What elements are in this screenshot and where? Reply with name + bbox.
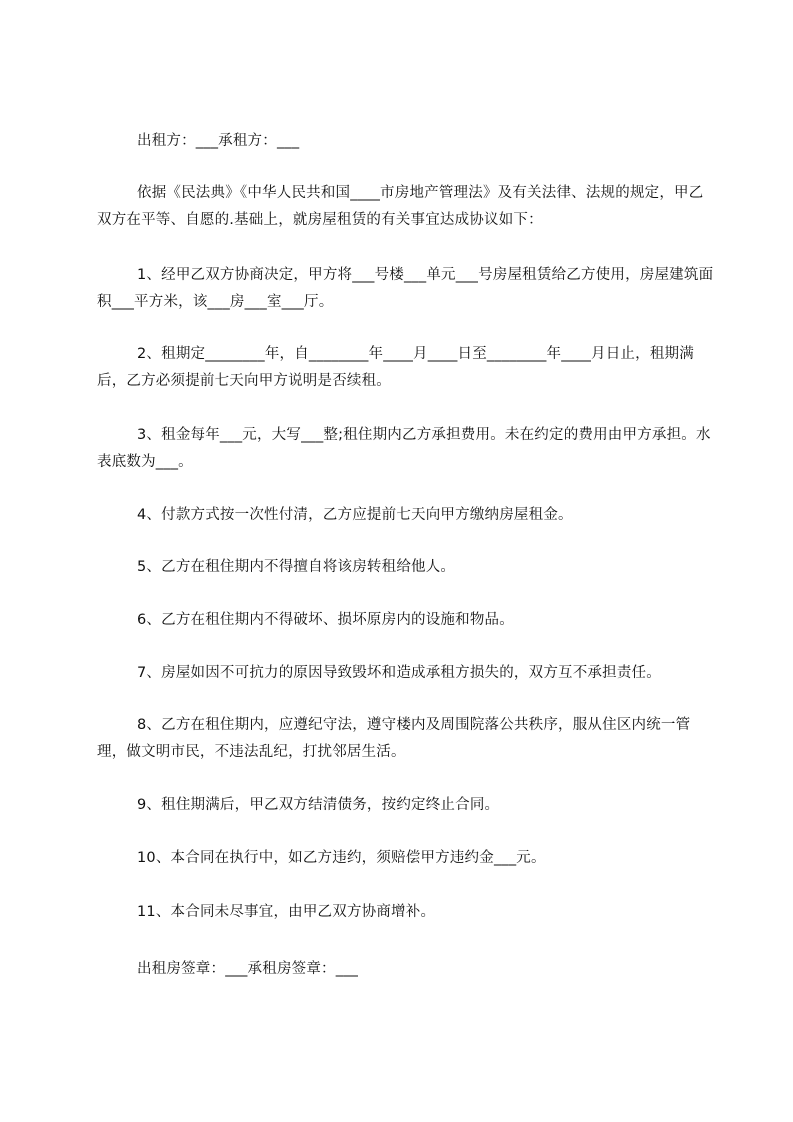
parties-line: 出租方：___承租方：___ xyxy=(137,133,300,149)
clause-6: 6、乙方在租住期内不得破坏、损坏原房内的设施和物品。 xyxy=(137,612,514,628)
clause-7: 7、房屋如因不可抗力的原因导致毁坏和造成承租方损失的，双方互不承担责任。 xyxy=(137,665,661,681)
clause-8: 8、乙方在租住期内，应遵纪守法，遵守楼内及周围院落公共秩序，服从住区内统一管理，做文明市民，不违法乱纪，打扰邻居生活。 xyxy=(97,717,691,760)
clause-2: 2、租期定________年，自________年____月____日至________年____月日止，租期满后，乙方必须提前七天向甲方说明是否续租。 xyxy=(97,346,694,389)
signature-line: 出租房签章：___承租房签章：___ xyxy=(137,961,359,977)
preamble-paragraph: 依据《民法典》《中华人民共和国____市房地产管理法》及有关法律、法规的规定，甲乙双方在平等、自愿的.基础上，就房屋租赁的有关事宜达成协议如下： xyxy=(97,185,704,228)
clause-11: 11、本合同未尽事宜，由甲乙双方协商增补。 xyxy=(137,904,436,920)
clause-1: 1、经甲乙双方协商决定，甲方将___号楼___单元___号房屋租赁给乙方使用，房屋建筑面积___平方米，该___房___室___厅。 xyxy=(97,267,714,310)
clause-5: 5、乙方在租住期内不得擅自将该房转租给他人。 xyxy=(137,559,456,575)
clause-10: 10、本合同在执行中，如乙方违约，须赔偿甲方违约金___元。 xyxy=(137,850,546,866)
clause-9: 9、租住期满后，甲乙双方结清债务，按约定终止合同。 xyxy=(137,797,500,813)
clause-4: 4、付款方式按一次性付清，乙方应提前七天向甲方缴纳房屋租金。 xyxy=(137,507,573,523)
clause-3: 3、租金每年___元，大写___整;租住期内乙方承担费用。未在约定的费用由甲方承担。水表底数为___。 xyxy=(97,427,711,470)
